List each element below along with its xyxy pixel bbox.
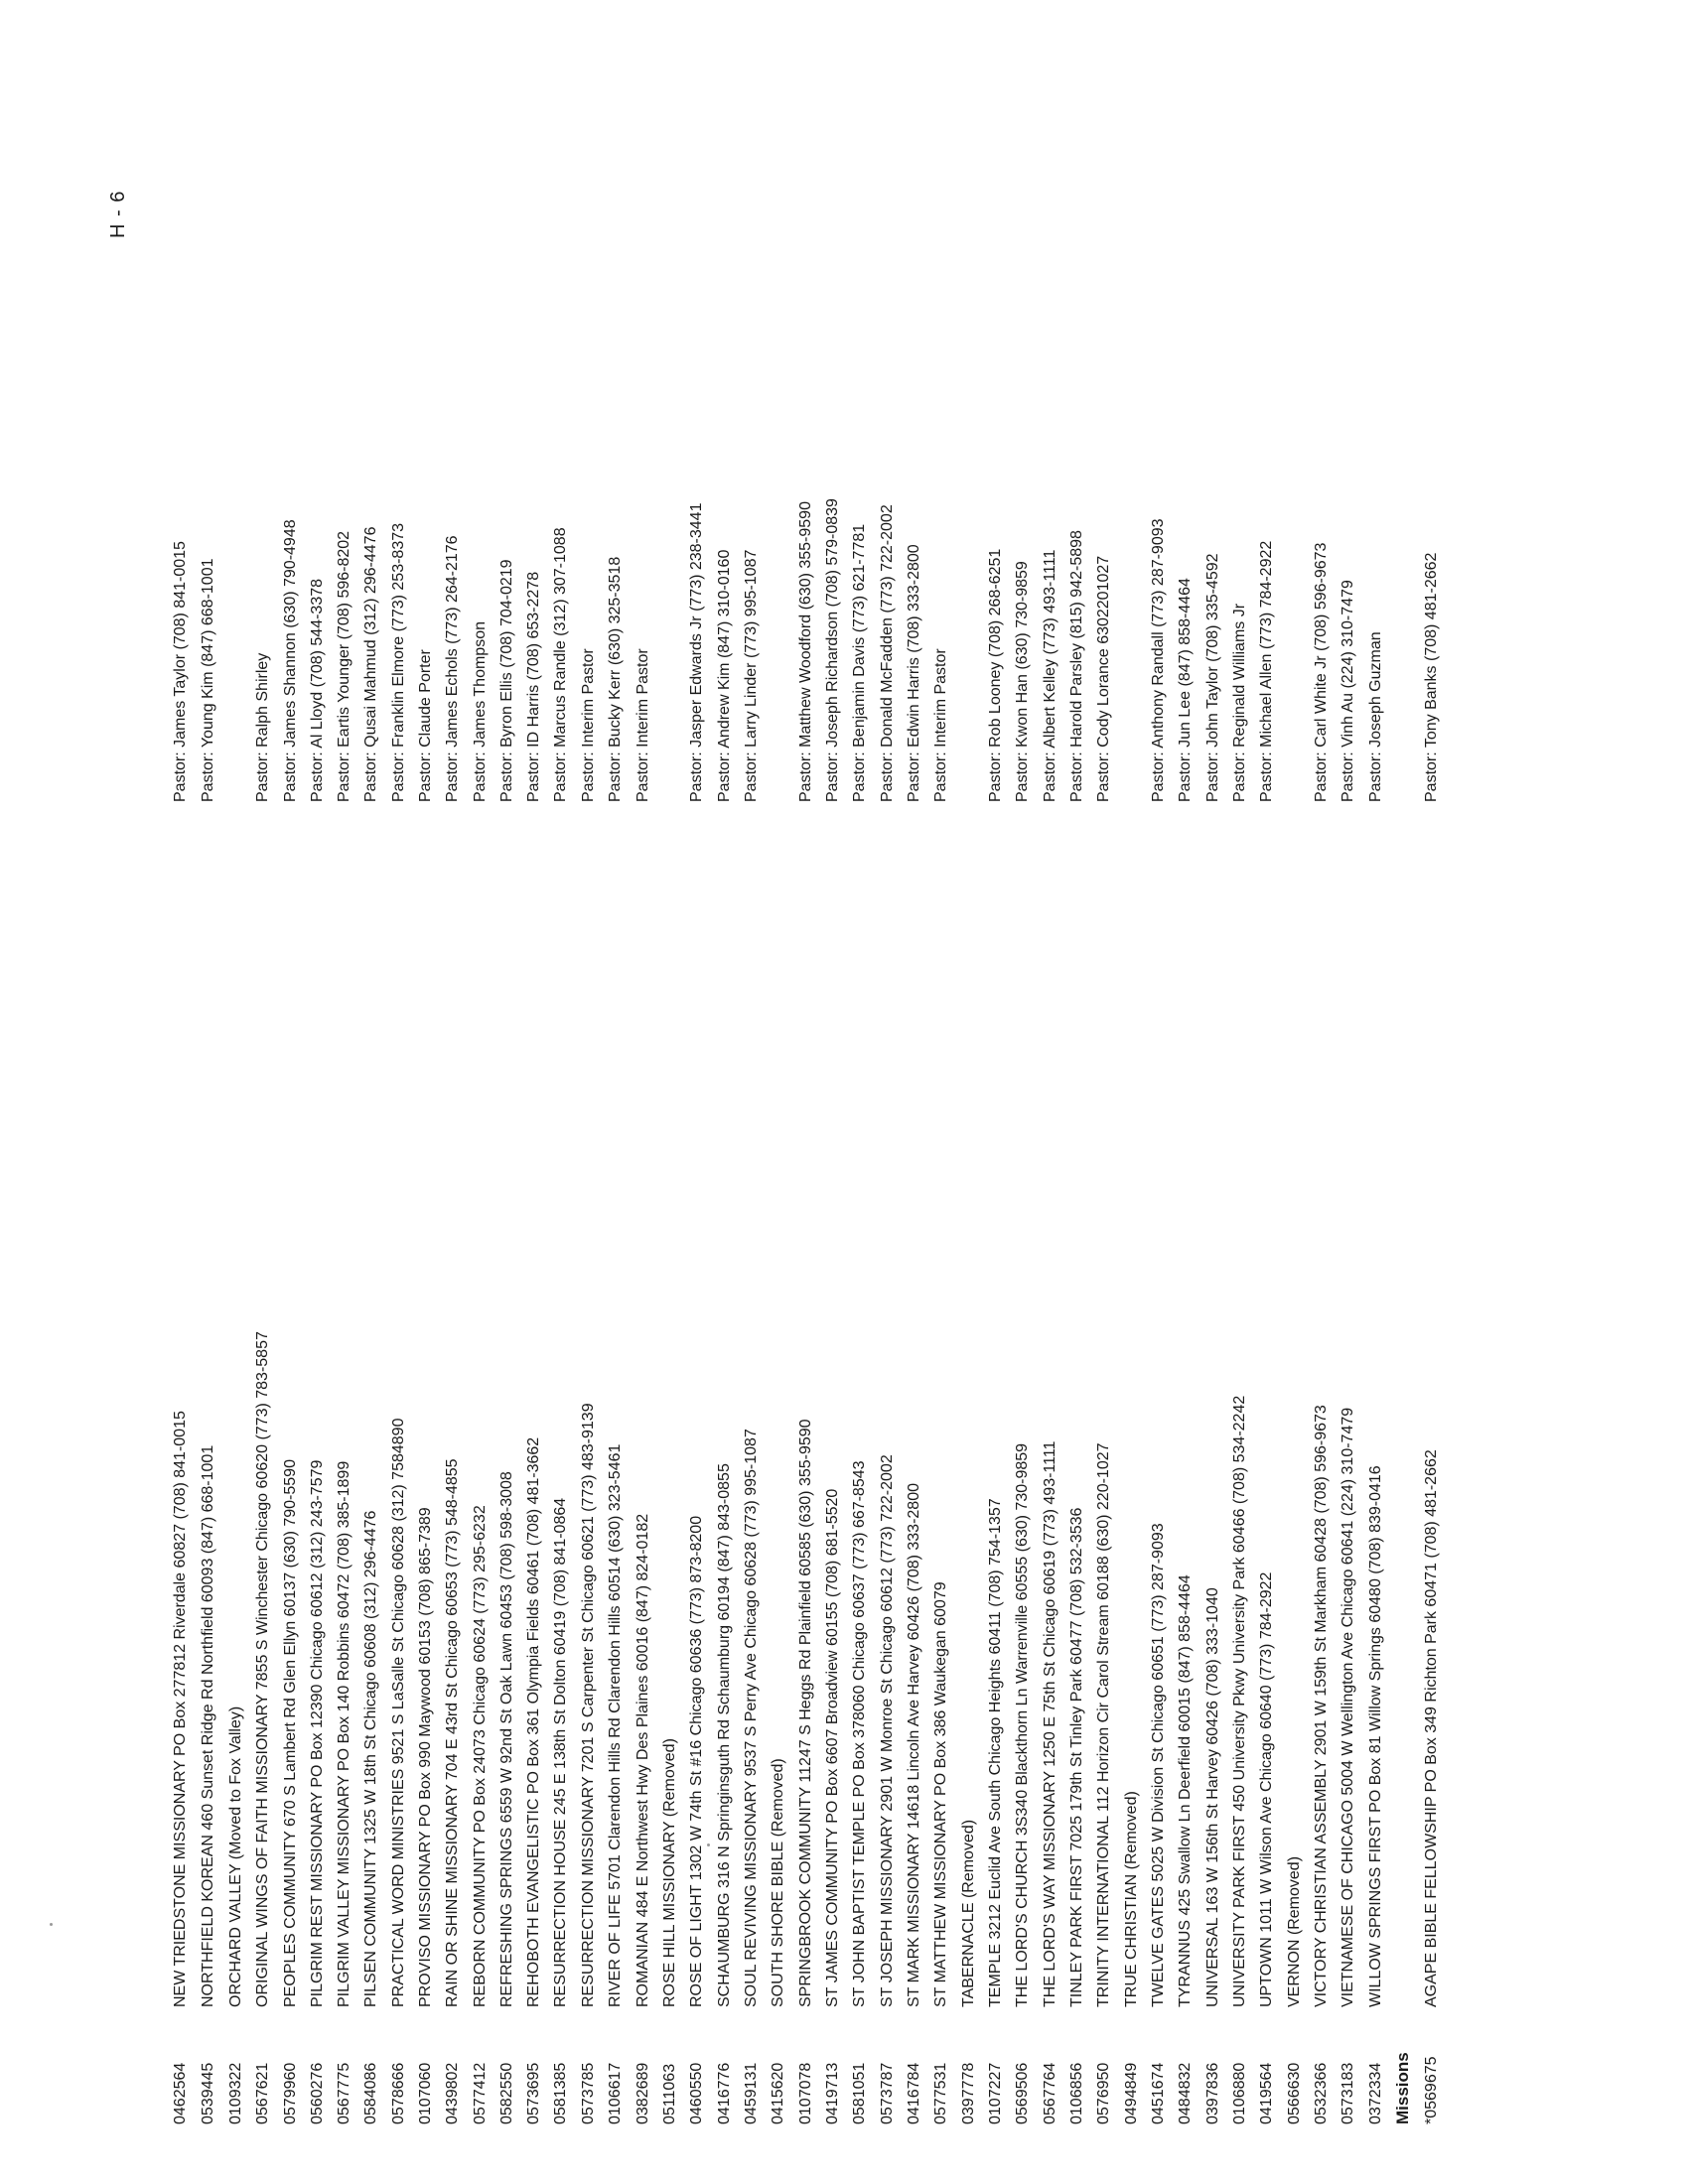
pastor-info: Pastor: Interim Pastor	[580, 648, 597, 802]
church-id: 0511063	[661, 2063, 678, 2124]
church-id: 0451674	[1150, 2062, 1167, 2124]
church-id: 0532366	[1313, 2062, 1330, 2124]
pastor-info: Pastor: Andrew Kim (847) 310-0160	[716, 549, 733, 802]
pastor-info: Pastor: Joseph Richardson (708) 579-0839	[824, 498, 841, 802]
church-info: PILGRIM REST MISSIONARY PO Box 12390 Chicago 60612 (312) 243-7579	[309, 1459, 326, 2007]
church-info: RAIN OR SHINE MISSIONARY 704 E 43rd St Chicago 60653 (773) 548-4855	[444, 1458, 461, 2007]
church-info: PEOPLES COMMUNITY 670 S Lambert Rd Glen Ellyn 60137 (630) 790-5590	[282, 1459, 299, 2007]
church-id: 0397778	[960, 2062, 977, 2124]
church-info: REFRESHING SPRINGS 6559 W 92nd St Oak Lawn 60453 (708) 598-3008	[498, 1471, 515, 2007]
church-id: 0494849	[1123, 2062, 1140, 2124]
church-id: 0581385	[552, 2062, 569, 2124]
church-info: ROSE HILL MISSIONARY (Removed)	[661, 1738, 678, 2007]
church-info: UPTOWN 1011 W Wilson Ave Chicago 60640 (773) 784-2922	[1258, 1571, 1275, 2007]
pastor-info: Pastor: ID Harris (708) 653-2278	[525, 571, 542, 802]
pastor-info: Pastor: Albert Kelley (773) 493-1111	[1042, 549, 1058, 802]
church-info: SOUL REVIVING MISSIONARY 9537 S Perry Ave Chicago 60628 (773) 995-1087	[743, 1429, 760, 2007]
page-number: H - 6	[107, 190, 129, 238]
church-info: TINLEY PARK FIRST 7025 179th St Tinley Park 60477 (708) 532-3536	[1068, 1507, 1085, 2007]
church-id: 0567775	[336, 2062, 352, 2124]
church-info: SCHAUMBURG 316 N Springinsguth Rd Schaumburg 60194 (847) 843-0855	[716, 1463, 733, 2007]
pastor-info: Pastor: Vinh Au (224) 310-7479	[1340, 580, 1356, 802]
church-id: 0573695	[525, 2062, 542, 2124]
church-id: 0416776	[716, 2062, 733, 2124]
church-id: 0567764	[1042, 2062, 1058, 2124]
church-info: SOUTH SHORE BIBLE (Removed)	[770, 1758, 786, 2007]
church-id: 0584086	[362, 2062, 379, 2124]
church-id: 0539445	[200, 2062, 216, 2124]
church-id: 0577412	[472, 2062, 489, 2124]
pastor-info: Pastor: Interim Pastor	[932, 648, 949, 802]
pastor-info: Pastor: Tony Banks (708) 481-2662	[1423, 552, 1440, 802]
church-id: 0106880	[1231, 2062, 1248, 2124]
pastor-info: Pastor: Edwin Harris (708) 333-2800	[906, 544, 922, 802]
church-info: RESURRECTION HOUSE 245 E 138th St Dolton 60419 (708) 841-0864	[552, 1497, 569, 2007]
church-info: THE LORD'S CHURCH 3S340 Blackthorn Ln Warrenville 60555 (630) 730-9859	[1014, 1442, 1031, 2007]
church-id: 0106856	[1068, 2062, 1085, 2124]
church-id: 0560276	[309, 2062, 326, 2124]
church-info: TABERNACLE (Removed)	[960, 1819, 977, 2007]
church-id: 0569506	[1014, 2062, 1031, 2124]
pastor-info: Pastor: Larry Linder (773) 995-1087	[743, 549, 760, 802]
church-id: 0578666	[390, 2062, 407, 2124]
church-id: 0462564	[172, 2062, 189, 2124]
church-info: UNIVERSITY PARK FIRST 450 University Pkwy University Park 60466 (708) 534-2242	[1231, 1395, 1248, 2007]
scan-speck	[707, 1843, 710, 1846]
church-id: 0416784	[906, 2062, 922, 2124]
church-id: 0566630	[1286, 2062, 1303, 2124]
pastor-info: Pastor: Carl White Jr (708) 596-9673	[1313, 542, 1330, 802]
pastor-info: Pastor: Kwon Han (630) 730-9859	[1014, 561, 1031, 802]
church-info: SPRINGBROOK COMMUNITY 11247 S Heggs Rd Plainfield 60585 (630) 355-9590	[797, 1419, 814, 2007]
church-id: 0107078	[797, 2062, 814, 2124]
church-id: 0581051	[851, 2062, 868, 2124]
church-info: TYRANNUS 425 Swallow Ln Deerfield 60015 (847) 858-4464	[1177, 1574, 1194, 2007]
pastor-info: Pastor: Matthew Woodford (630) 355-9590	[797, 501, 814, 802]
church-id: 0567621	[254, 2062, 271, 2124]
church-id: 0459131	[743, 2062, 760, 2124]
church-info: TEMPLE 3212 Euclid Ave South Chicago Heights 60411 (708) 754-1357	[987, 1498, 1004, 2007]
pastor-info: Pastor: Reginald Williams Jr	[1231, 603, 1248, 802]
pastor-info: Pastor: Harold Parsley (815) 942-5898	[1068, 530, 1085, 802]
pastor-info: Pastor: Interim Pastor	[634, 648, 651, 802]
church-id: 0576950	[1095, 2062, 1112, 2124]
church-info: VICTORY CHRISTIAN ASSEMBLY 2901 W 159th St Markham 60428 (708) 596-9673	[1313, 1405, 1330, 2007]
church-id: 0415620	[770, 2062, 786, 2124]
pastor-info: Pastor: James Echols (773) 264-2176	[444, 535, 461, 802]
pastor-info: Pastor: Qusai Mahmud (312) 296-4476	[362, 526, 379, 802]
church-id: 0573785	[580, 2062, 597, 2124]
pastor-info: Pastor: Claude Porter	[417, 649, 434, 802]
church-info: REBORN COMMUNITY PO Box 24073 Chicago 60624 (773) 295-6232	[472, 1505, 489, 2007]
church-info: NEW TRIEDSTONE MISSIONARY PO Box 277812 Riverdale 60827 (708) 841-0015	[172, 1411, 189, 2007]
church-info: ST MATTHEW MISSIONARY PO Box 386 Waukegan 60079	[932, 1581, 949, 2007]
church-info: ORCHARD VALLEY (Moved to Fox Valley)	[227, 1706, 244, 2007]
church-info: RIVER OF LIFE 5701 Clarendon Hills Rd Clarendon Hills 60514 (630) 323-5461	[607, 1443, 624, 2007]
pastor-info: Pastor: Byron Ellis (708) 704-0219	[498, 559, 515, 802]
church-info: TWELVE GATES 5025 W Division St Chicago 60651 (773) 287-9093	[1150, 1523, 1167, 2007]
church-info: VIETNAMESE OF CHICAGO 5004 W Wellington Ave Chicago 60641 (224) 310-7479	[1340, 1407, 1356, 2007]
church-id: 0419564	[1258, 2062, 1275, 2124]
church-info: THE LORD'S WAY MISSIONARY 1250 E 75th St Chicago 60619 (773) 493-1111	[1042, 1440, 1058, 2007]
church-id: 0372334	[1367, 2062, 1384, 2124]
pastor-info: Pastor: Donald McFadden (773) 722-2002	[879, 504, 896, 802]
church-info: PROVISO MISSIONARY PO Box 990 Maywood 60153 (708) 865-7389	[417, 1507, 434, 2007]
church-id: 0582550	[498, 2062, 515, 2124]
church-info: ST MARK MISSIONARY 14618 Lincoln Ave Harvey 60426 (708) 333-2800	[906, 1482, 922, 2007]
church-id: *0569675	[1423, 2056, 1440, 2124]
section-title: Missions	[1393, 2052, 1412, 2124]
pastor-info: Pastor: James Thompson	[472, 620, 489, 802]
church-info: ST JAMES COMMUNITY PO Box 6607 Broadview 60155 (708) 681-5520	[824, 1488, 841, 2007]
pastor-info: Pastor: Michael Allen (773) 784-2922	[1258, 540, 1275, 802]
church-info: PRACTICAL WORD MINISTRIES 9521 S LaSalle St Chicago 60628 (312) 7584890	[390, 1418, 407, 2007]
church-id: 0419713	[824, 2062, 841, 2124]
pastor-info: Pastor: Benjamin Davis (773) 621-7781	[851, 523, 868, 802]
church-id: 0107227	[987, 2062, 1004, 2124]
church-info: REHOBOTH EVANGELISTIC PO Box 361 Olympia Fields 60461 (708) 481-3662	[525, 1436, 542, 2007]
church-id: 0460550	[688, 2062, 705, 2124]
pastor-info: Pastor: Bucky Kerr (630) 325-3518	[607, 556, 624, 802]
pastor-info: Pastor: Al Lloyd (708) 544-3378	[309, 578, 326, 802]
church-id: 0109322	[227, 2062, 244, 2124]
church-info: ROMANIAN 484 E Northwest Hwy Des Plaines 60016 (847) 824-0182	[634, 1513, 651, 2007]
church-id: 0573787	[879, 2062, 896, 2124]
church-info: VERNON (Removed)	[1286, 1855, 1303, 2007]
pastor-info: Pastor: James Shannon (630) 790-4948	[282, 519, 299, 802]
pastor-info: Pastor: Cody Lorance 6302201027	[1095, 555, 1112, 802]
church-id: 0382689	[634, 2062, 651, 2124]
church-info: TRUE CHRISTIAN (Removed)	[1123, 1791, 1140, 2007]
church-info: NORTHFIELD KOREAN 460 Sunset Ridge Rd Northfield 60093 (847) 668-1001	[200, 1444, 216, 2007]
church-info: PILGRIM VALLEY MISSIONARY PO Box 140 Robbins 60472 (708) 385-1899	[336, 1460, 352, 2007]
pastor-info: Pastor: James Taylor (708) 841-0015	[172, 541, 189, 802]
pastor-info: Pastor: Jasper Edwards Jr (773) 238-3441	[688, 502, 705, 802]
pastor-info: Pastor: Marcus Randle (312) 307-1088	[552, 527, 569, 802]
church-info: ROSE OF LIGHT 1302 W 74th St #16 Chicago 60636 (773) 873-8200	[688, 1515, 705, 2007]
church-info: ST JOSEPH MISSIONARY 2901 W Monroe St Chicago 60612 (773) 722-2002	[879, 1454, 896, 2007]
pastor-info: Pastor: Ralph Shirley	[254, 652, 271, 802]
church-info: AGAPE BIBLE FELLOWSHIP PO Box 349 Richton Park 60471 (708) 481-2662	[1423, 1449, 1440, 2007]
pastor-info: Pastor: Joseph Guzman	[1367, 631, 1384, 802]
church-id: 0107060	[417, 2062, 434, 2124]
church-id: 0573183	[1340, 2062, 1356, 2124]
church-id: 0579960	[282, 2062, 299, 2124]
church-id: 0577531	[932, 2062, 949, 2124]
pastor-info: Pastor: Young Kim (847) 668-1001	[200, 558, 216, 802]
church-info: TRINITY INTERNATIONAL 112 Horizon Cir Carol Stream 60188 (630) 220-1027	[1095, 1442, 1112, 2007]
church-info: ORIGINAL WINGS OF FAITH MISSIONARY 7855 S Winchester Chicago 60620 (773) 783-5857	[254, 1331, 271, 2007]
church-id: 0439802	[444, 2062, 461, 2124]
church-info: UNIVERSAL 163 W 156th St Harvey 60426 (708) 333-1040	[1204, 1587, 1221, 2007]
church-id: 0397836	[1204, 2062, 1221, 2124]
church-info: PILSEN COMMUNITY 1325 W 18th St Chicago 60608 (312) 296-4476	[362, 1510, 379, 2007]
pastor-info: Pastor: Anthony Randall (773) 287-9093	[1150, 518, 1167, 802]
pastor-info: Pastor: Jun Lee (847) 858-4464	[1177, 578, 1194, 802]
church-info: WILLOW SPRINGS FIRST PO Box 81 Willow Springs 60480 (708) 839-0416	[1367, 1465, 1384, 2007]
church-id: 0106617	[607, 2062, 624, 2124]
pastor-info: Pastor: John Taylor (708) 335-4592	[1204, 553, 1221, 802]
church-id: 0484832	[1177, 2062, 1194, 2124]
church-info: ST JOHN BAPTIST TEMPLE PO Box 378060 Chicago 60637 (773) 667-8543	[851, 1460, 868, 2007]
pastor-info: Pastor: Eartis Younger (708) 596-8202	[336, 530, 352, 802]
church-info: RESURRECTION MISSIONARY 7201 S Carpenter St Chicago 60621 (773) 483-9139	[580, 1403, 597, 2007]
scan-speck	[50, 1923, 53, 1926]
pastor-info: Pastor: Franklin Elmore (773) 253-8373	[390, 522, 407, 802]
pastor-info: Pastor: Rob Looney (708) 268-6251	[987, 548, 1004, 802]
